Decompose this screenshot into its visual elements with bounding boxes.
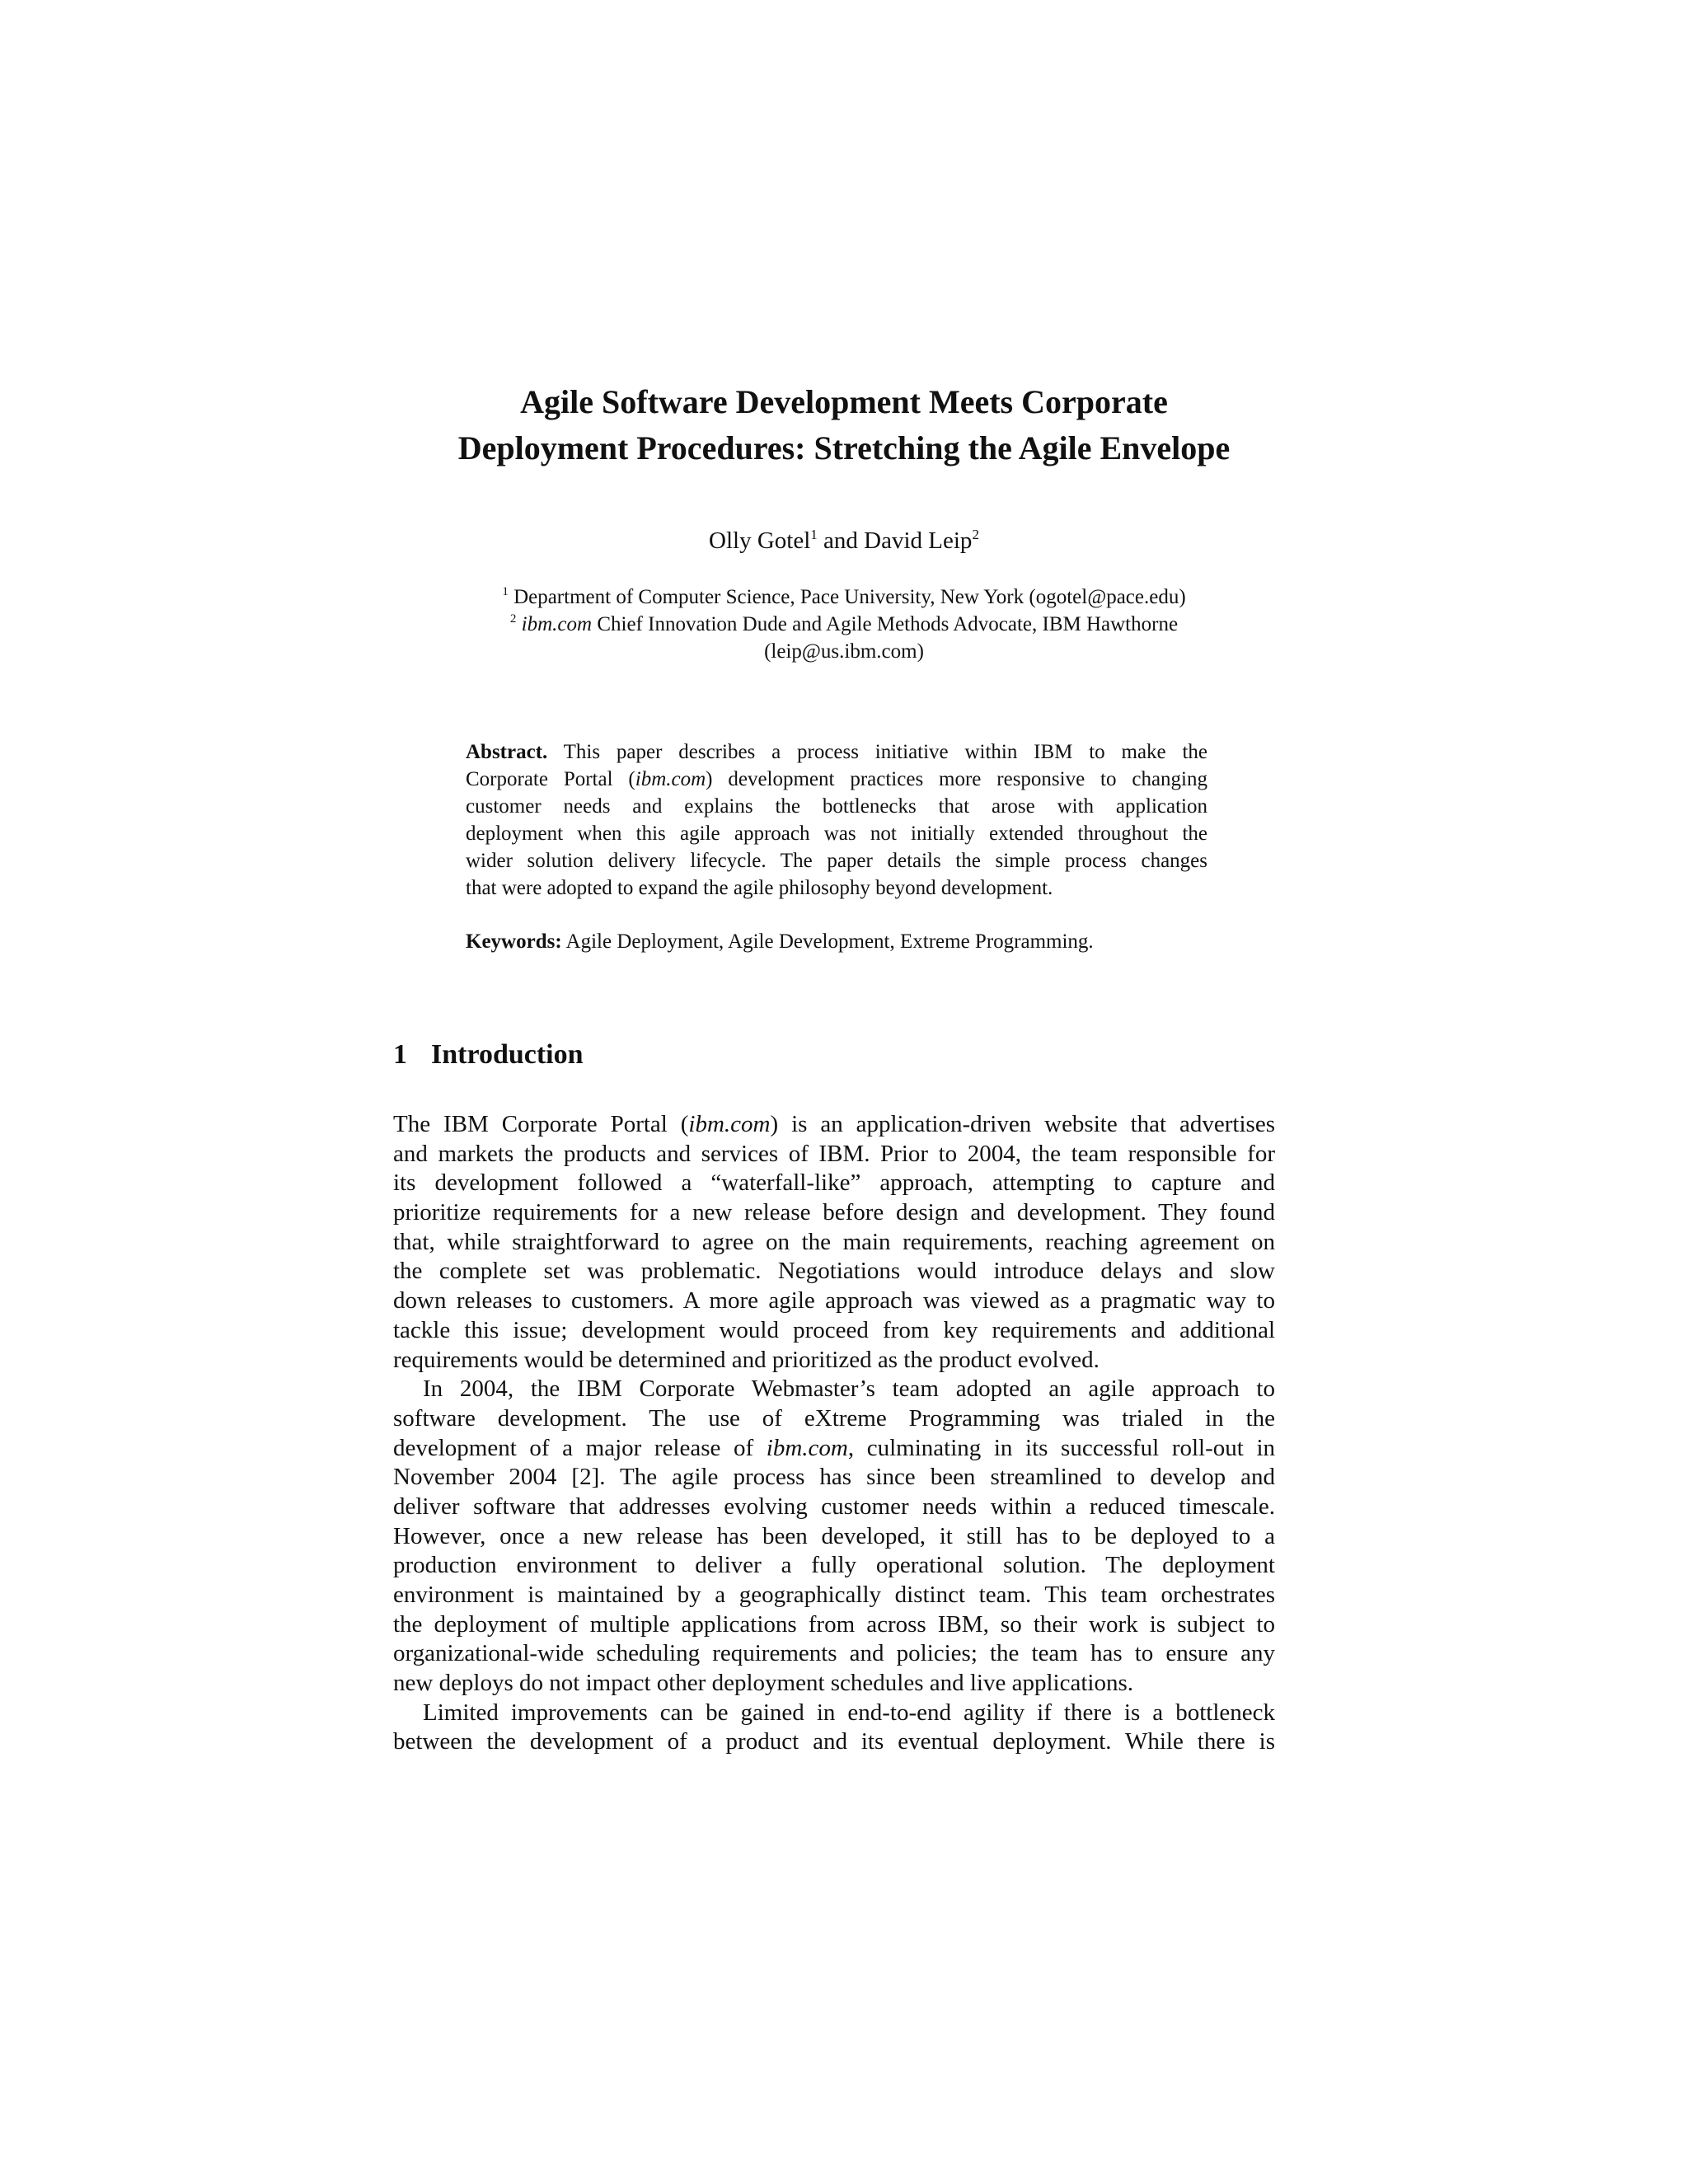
affiliation-text: Department of Computer Science, Pace University, New York (ogotel@pace.edu) xyxy=(508,586,1186,608)
text-run: new deploys do not impact other deployment schedules and live applications. xyxy=(393,1670,1133,1697)
text-run: Limited improvements can be gained in end-to-end agility if there is a bottleneck xyxy=(423,1699,1275,1726)
text-run: tackle this issue; development would proceed from key requirements and additional xyxy=(393,1316,1275,1343)
affiliation-italic: ibm.com xyxy=(521,613,593,635)
text-run: its development followed a “waterfall-like” approach, attempting to capture and xyxy=(393,1169,1275,1197)
abstract-line xyxy=(466,766,1207,793)
text-run: ) is an application-driven website that advertises xyxy=(770,1111,1275,1137)
body-line xyxy=(393,1522,1275,1552)
text-run: This paper describes a process initiative within IBM to make the xyxy=(547,741,1207,763)
body-line xyxy=(393,1639,1275,1669)
text-run: deliver software that addresses evolving customer needs within a reduced timescale. xyxy=(393,1493,1275,1520)
body-line xyxy=(393,1257,1275,1286)
text-run: November 2004 [2]. The agile process has since been streamlined to develop and xyxy=(393,1464,1275,1491)
author-name: Olly Gotel xyxy=(709,527,811,554)
affiliation-1 xyxy=(0,583,1688,611)
italic-text: ibm.com xyxy=(766,1434,848,1461)
section-heading xyxy=(393,1037,584,1073)
body-line xyxy=(393,1198,1275,1228)
abstract-label: Abstract. xyxy=(466,741,548,763)
abstract xyxy=(466,738,1207,902)
text-run: development of a major release of xyxy=(393,1434,767,1461)
author-affiliation-mark: 1 xyxy=(810,527,818,542)
body-line xyxy=(393,1169,1275,1198)
text-run: and markets the products and services of IBM. Prior to 2004, the team responsible for xyxy=(393,1140,1275,1167)
body-line xyxy=(393,1551,1275,1581)
text-run: requirements would be determined and prioritized as the product evolved. xyxy=(393,1346,1100,1373)
body-line xyxy=(393,1140,1275,1169)
keywords xyxy=(466,928,1207,955)
text-run: production environment to deliver a fully operational solution. The deployment xyxy=(393,1552,1275,1579)
text-run: the deployment of multiple applications from across IBM, so their work is subject to xyxy=(393,1610,1275,1638)
body-text xyxy=(393,1110,1275,1757)
abstract-line xyxy=(466,738,1207,766)
text-run: down releases to customers. A more agile approach was viewed as a pragmatic way to xyxy=(393,1287,1275,1315)
text-run: , culminating in its successful roll-out in xyxy=(847,1434,1275,1461)
body-line xyxy=(393,1316,1275,1346)
body-line xyxy=(393,1286,1275,1316)
body-line xyxy=(393,1669,1275,1699)
body-line xyxy=(393,1228,1275,1258)
italic-text: ibm.com xyxy=(635,768,706,790)
keywords-label: Keywords: xyxy=(466,930,562,953)
author-name: David Leip xyxy=(864,527,973,554)
body-line xyxy=(393,1404,1275,1434)
text-run: organizational-wide scheduling requirements and policies; the team has to ensure any xyxy=(393,1640,1275,1667)
title-line-2: Deployment Procedures: Stretching the Agile Envelope xyxy=(457,429,1231,466)
text-run: However, once a new release has been developed, it still has to be deployed to a xyxy=(393,1522,1275,1549)
body-line xyxy=(393,1581,1275,1610)
text-run: software development. The use of eXtreme Programming was trialed in the xyxy=(393,1404,1275,1432)
section-number: 1 xyxy=(393,1039,407,1070)
body-line xyxy=(393,1463,1275,1493)
text-run: between the development of a product and its eventual deployment. While there is xyxy=(393,1728,1275,1755)
paper-title xyxy=(0,379,1688,471)
body-line xyxy=(393,1493,1275,1522)
body-line xyxy=(393,1346,1275,1376)
affiliation-2 xyxy=(0,611,1688,638)
text-run: environment is maintained by a geographically distinct team. This team orchestrates xyxy=(393,1582,1275,1608)
abstract-line xyxy=(466,874,1207,902)
italic-text: ibm.com xyxy=(688,1111,771,1137)
affiliation-text: Chief Innovation Dude and Agile Methods Advocate, IBM Hawthorne xyxy=(592,613,1179,635)
text-run: that, while straightforward to agree on the main requirements, reaching agreement on xyxy=(393,1228,1275,1255)
text-run: ) development practices more responsive to changing xyxy=(706,768,1208,790)
body-line xyxy=(393,1434,1275,1464)
body-line xyxy=(393,1375,1275,1404)
abstract-line xyxy=(466,820,1207,847)
text-run: Corporate Portal ( xyxy=(466,768,635,790)
text-run: that were adopted to expand the agile philosophy beyond development. xyxy=(466,877,1053,899)
affiliation-mark: 1 xyxy=(502,585,509,598)
text-run: In 2004, the IBM Corporate Webmaster’s team adopted an agile approach to xyxy=(423,1376,1275,1403)
abstract-line xyxy=(466,847,1207,874)
author-conjunction: and xyxy=(817,527,865,554)
body-line xyxy=(393,1110,1275,1140)
section-title: Introduction xyxy=(431,1039,584,1070)
text-run: The IBM Corporate Portal ( xyxy=(393,1111,689,1137)
affiliation-2-email: (leip@us.ibm.com) xyxy=(764,640,924,663)
keywords-text: Agile Deployment, Agile Development, Extreme Programming. xyxy=(561,930,1094,953)
affiliation-mark: 2 xyxy=(509,612,517,626)
body-line xyxy=(393,1699,1275,1728)
author-list xyxy=(0,526,1688,555)
text-run: wider solution delivery lifecycle. The paper details the simple process changes xyxy=(466,850,1207,872)
body-line xyxy=(393,1610,1275,1640)
text-run: the complete set was problematic. Negotiations would introduce delays and slow xyxy=(393,1258,1275,1285)
text-run: deployment when this agile approach was not initially extended throughout the xyxy=(466,823,1207,845)
author-affiliation-mark: 2 xyxy=(972,527,979,542)
abstract-line xyxy=(466,793,1207,820)
text-run: customer needs and explains the bottlenecks that arose with application xyxy=(466,795,1207,818)
affiliations xyxy=(0,583,1688,665)
body-line xyxy=(393,1727,1275,1757)
title-line-1: Agile Software Development Meets Corporate xyxy=(520,383,1168,420)
text-run: prioritize requirements for a new release before design and development. They found xyxy=(393,1199,1275,1226)
